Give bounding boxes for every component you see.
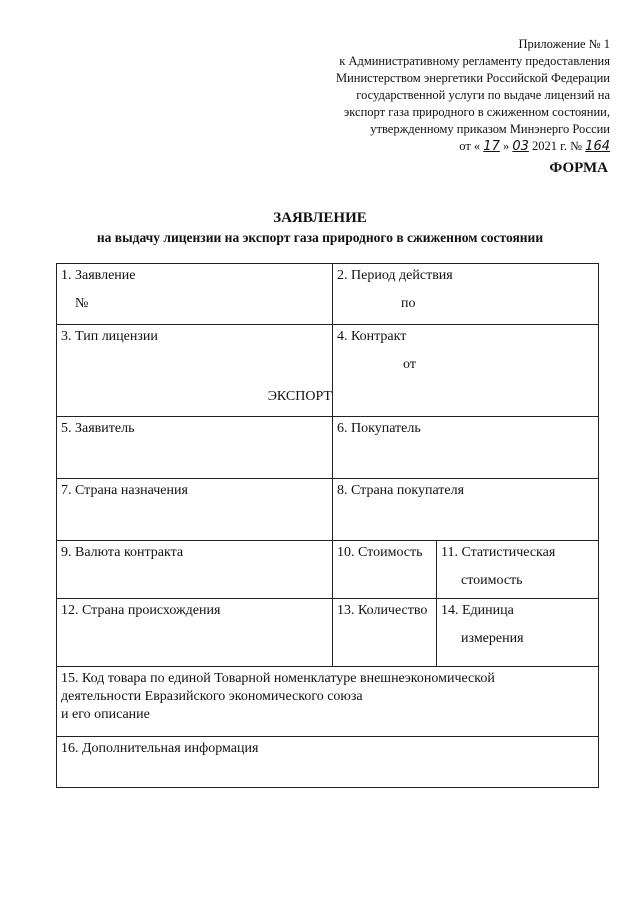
field-label: 4. Контракт (337, 329, 407, 344)
field-destination-country[interactable] (56, 478, 333, 541)
field-label: 13. Количество (337, 603, 428, 618)
form-label: ФОРМА (549, 160, 608, 176)
field-applicant[interactable] (56, 416, 333, 479)
field-label: 12. Страна происхождения (61, 603, 221, 618)
appendix-line: утвержденному приказом Минэнерго России (370, 122, 610, 136)
field-label: 8. Страна покупателя (337, 483, 465, 498)
field-label: 11. Статистическая (441, 545, 556, 560)
field-label: деятельности Евразийского экономического союза (61, 689, 363, 704)
field-sub-label: измерения (461, 631, 524, 646)
field-license-type[interactable] (56, 324, 333, 417)
appendix-line: Приложение № 1 (518, 37, 610, 51)
field-quantity[interactable] (332, 598, 437, 667)
field-buyer[interactable] (332, 416, 599, 479)
date-mid: » (502, 139, 510, 153)
field-sub-label: ЭКСПОРТ (267, 389, 332, 404)
field-product-code[interactable] (56, 666, 599, 737)
field-label: 10. Стоимость (337, 545, 423, 560)
field-label: 1. Заявление (61, 268, 136, 283)
field-sub-label: стоимость (461, 573, 523, 588)
order-number: 164 (585, 139, 610, 154)
order-day: 17 (483, 139, 500, 154)
field-label: 16. Дополнительная информация (61, 741, 259, 756)
date-prefix: от « (459, 139, 481, 153)
order-month: 03 (512, 139, 529, 154)
appendix-block (190, 36, 610, 155)
field-label: 15. Код товара по единой Товарной номенклатуре внешнеэкономической (61, 671, 495, 686)
field-contract-currency[interactable] (56, 540, 333, 599)
field-label: 2. Период действия (337, 268, 453, 283)
application-form-table (56, 263, 599, 788)
field-label: 6. Покупатель (337, 421, 421, 436)
field-label: 3. Тип лицензии (61, 329, 158, 344)
field-additional-info[interactable] (56, 736, 599, 788)
field-origin-country[interactable] (56, 598, 333, 667)
field-sub-label: по (401, 296, 416, 311)
document-title: ЗАЯВЛЕНИЕ (273, 210, 367, 226)
field-validity-period[interactable] (332, 263, 599, 325)
field-label: 7. Страна назначения (61, 483, 188, 498)
field-statistical-cost[interactable] (436, 540, 599, 599)
field-application[interactable] (56, 263, 333, 325)
appendix-line: экспорт газа природного в сжиженном состоянии, (343, 105, 610, 119)
field-label: 9. Валюта контракта (61, 545, 184, 560)
appendix-line: к Административному регламенту предоставления (339, 54, 610, 68)
field-sub-label: от (403, 357, 416, 372)
order-year: 2021 г. № (532, 139, 583, 153)
field-contract[interactable] (332, 324, 599, 417)
field-label: 5. Заявитель (61, 421, 135, 436)
document-subtitle: на выдачу лицензии на экспорт газа природного в сжиженном состоянии (96, 230, 544, 245)
field-sub-label: № (75, 296, 89, 311)
field-buyer-country[interactable] (332, 478, 599, 541)
field-unit-of-measure[interactable] (436, 598, 599, 667)
field-label: и его описание (61, 707, 150, 722)
field-cost[interactable] (332, 540, 437, 599)
order-date-line (190, 138, 610, 155)
appendix-line: Министерством энергетики Российской Федерации (335, 71, 610, 85)
field-label: 14. Единица (441, 603, 514, 618)
appendix-line: государственной услуги по выдаче лицензий на (356, 88, 610, 102)
